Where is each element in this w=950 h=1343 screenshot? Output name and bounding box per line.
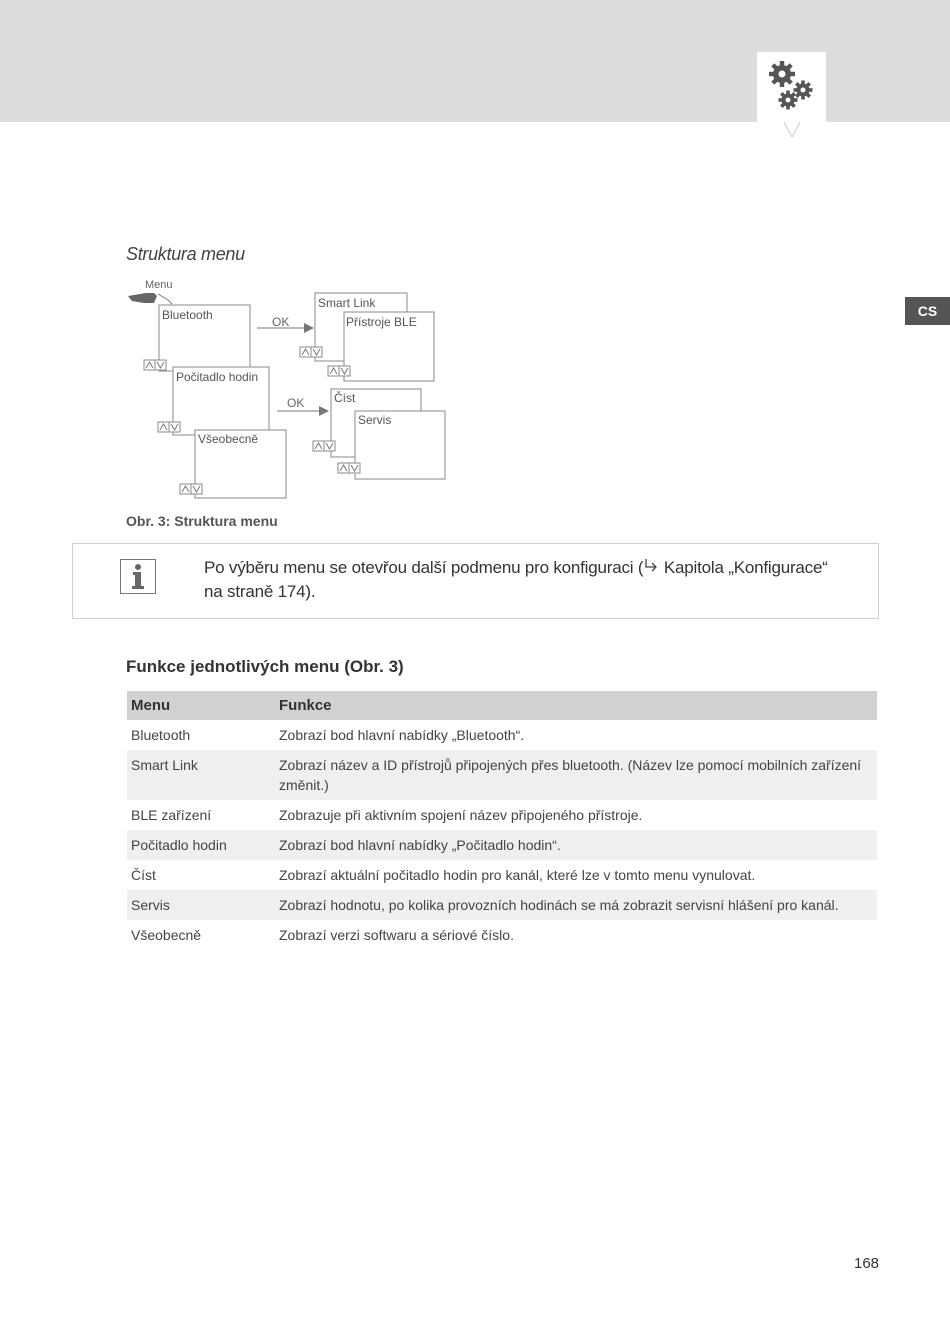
diagram-box-label: Bluetooth (162, 308, 213, 322)
functions-table (127, 691, 877, 950)
table-cell-funkce: Zobrazí aktuální počitadlo hodin pro kanál, které lze v tomto menu vynulovat. (279, 867, 756, 883)
table-cell-menu: Číst (131, 867, 156, 883)
diagram-box-label: Počitadlo hodin (176, 370, 259, 384)
hand-pointer-icon (128, 293, 172, 304)
table-header-row (127, 691, 877, 720)
arrow-link-icon[interactable] (643, 556, 659, 580)
chapter-tab (757, 52, 826, 122)
table-cell-menu: Smart Link (127, 750, 275, 800)
page-number: 168 (854, 1255, 880, 1272)
table-cell-funkce: Zobrazuje při aktivním spojení název připojeného přístroje. (279, 807, 643, 823)
gears-icon (757, 52, 826, 122)
figure-caption: Obr. 3: Struktura menu (126, 513, 278, 529)
diagram-ok-label: OK (287, 396, 305, 410)
diagram-box-label: Číst (334, 391, 356, 405)
language-tab: CS (905, 297, 950, 325)
table-row (127, 750, 877, 800)
diagram-box-label: Přístroje BLE (346, 315, 417, 329)
tab-pointer (784, 121, 800, 136)
functions-title: Funkce jednotlivých menu (Obr. 3) (126, 657, 404, 676)
info-icon (120, 559, 156, 594)
table-row (127, 860, 877, 890)
table-header-menu: Menu (127, 691, 275, 720)
diagram-box-label: Všeobecně (198, 432, 259, 446)
table-cell-menu: Servis (127, 890, 275, 920)
section-title: Struktura menu (126, 244, 245, 264)
table-row (127, 800, 877, 830)
table-header-funkce: Funkce (275, 691, 877, 720)
table-row (127, 830, 877, 860)
table-cell-funkce: Zobrazí bod hlavní nabídky „Počitadlo hodin“. (275, 830, 877, 860)
table-cell-menu: Počitadlo hodin (127, 830, 275, 860)
diagram-box-label: Smart Link (318, 296, 376, 310)
info-text (204, 556, 844, 604)
table-row (127, 920, 877, 950)
diagram-menu-label: Menu (145, 279, 173, 291)
table-cell-funkce: Zobrazí hodnotu, po kolika provozních hodinách se má zobrazit servisní hlášení pro kanál. (275, 890, 877, 920)
table-cell-funkce: Zobrazí bod hlavní nabídky „Bluetooth“. (279, 727, 525, 743)
table-row (127, 720, 877, 750)
table-cell-funkce: Zobrazí název a ID přístrojů připojených přes bluetooth. (Název lze pomocí mobilních zařízení změnit.) (275, 750, 877, 800)
table-cell-menu: Všeobecně (131, 927, 202, 943)
table-row (127, 890, 877, 920)
table-cell-menu: BLE zařízení (131, 807, 212, 823)
info-text-part1: Po výběru menu se otevřou další podmenu pro konfiguraci ( (204, 558, 644, 577)
info-box (72, 543, 879, 619)
diagram-ok-label: OK (272, 315, 290, 329)
diagram-box-label: Servis (358, 413, 392, 427)
table-cell-menu: Bluetooth (131, 727, 191, 743)
info-text-part2[interactable]: Kapitola „Konfigurace“ na straně 174). (204, 558, 828, 601)
menu-structure-diagram (126, 276, 456, 506)
table-cell-funkce: Zobrazí verzi softwaru a sériové číslo. (279, 927, 514, 943)
